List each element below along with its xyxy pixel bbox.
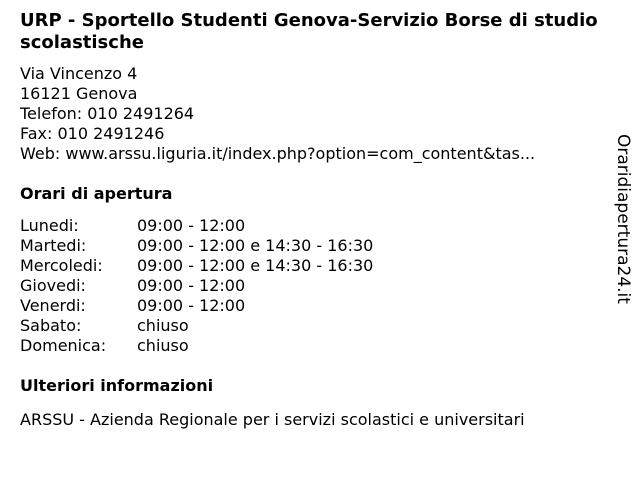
day-hours: 09:00 - 12:00 xyxy=(137,296,246,315)
watermark-text: Oraridiapertura24.it xyxy=(613,134,633,304)
opening-hours-table xyxy=(20,216,605,356)
day-label: Domenica: xyxy=(20,336,107,355)
page-title: URP - Sportello Studenti Genova-Servizio Borse di studio scolastische xyxy=(20,10,598,53)
day-label: Venerdi: xyxy=(20,296,86,315)
hours-row-thursday xyxy=(20,276,605,296)
hours-row-friday xyxy=(20,296,605,316)
day-label: Giovedi: xyxy=(20,276,86,295)
further-info-text: ARSSU - Azienda Regionale per i servizi scolastici e universitari xyxy=(20,410,525,429)
hours-row-sunday xyxy=(20,336,605,356)
day-hours: 09:00 - 12:00 xyxy=(137,276,246,295)
day-hours: 09:00 - 12:00 xyxy=(137,216,246,235)
hours-row-tuesday xyxy=(20,236,605,256)
day-label: Martedi: xyxy=(20,236,87,255)
day-hours: chiuso xyxy=(137,316,189,335)
address-street: Via Vincenzo 4 xyxy=(20,64,138,83)
hours-row-monday xyxy=(20,216,605,236)
business-info-card xyxy=(20,10,605,430)
address-fax: Fax: 010 2491246 xyxy=(20,124,165,143)
day-hours: 09:00 - 12:00 e 14:30 - 16:30 xyxy=(137,256,374,275)
hours-row-saturday xyxy=(20,316,605,336)
address-phone: Telefon: 010 2491264 xyxy=(20,104,195,123)
hours-row-wednesday xyxy=(20,256,605,276)
address-web: Web: www.arssu.liguria.it/index.php?option=com_content&tas... xyxy=(20,144,536,163)
day-label: Mercoledi: xyxy=(20,256,103,275)
day-hours: 09:00 - 12:00 e 14:30 - 16:30 xyxy=(137,236,374,255)
address-city: 16121 Genova xyxy=(20,84,138,103)
day-label: Lunedi: xyxy=(20,216,79,235)
day-hours: chiuso xyxy=(137,336,189,355)
further-info-heading: Ulteriori informazioni xyxy=(20,376,214,395)
day-label: Sabato: xyxy=(20,316,82,335)
address-block xyxy=(20,64,605,164)
opening-hours-heading: Orari di apertura xyxy=(20,184,173,203)
